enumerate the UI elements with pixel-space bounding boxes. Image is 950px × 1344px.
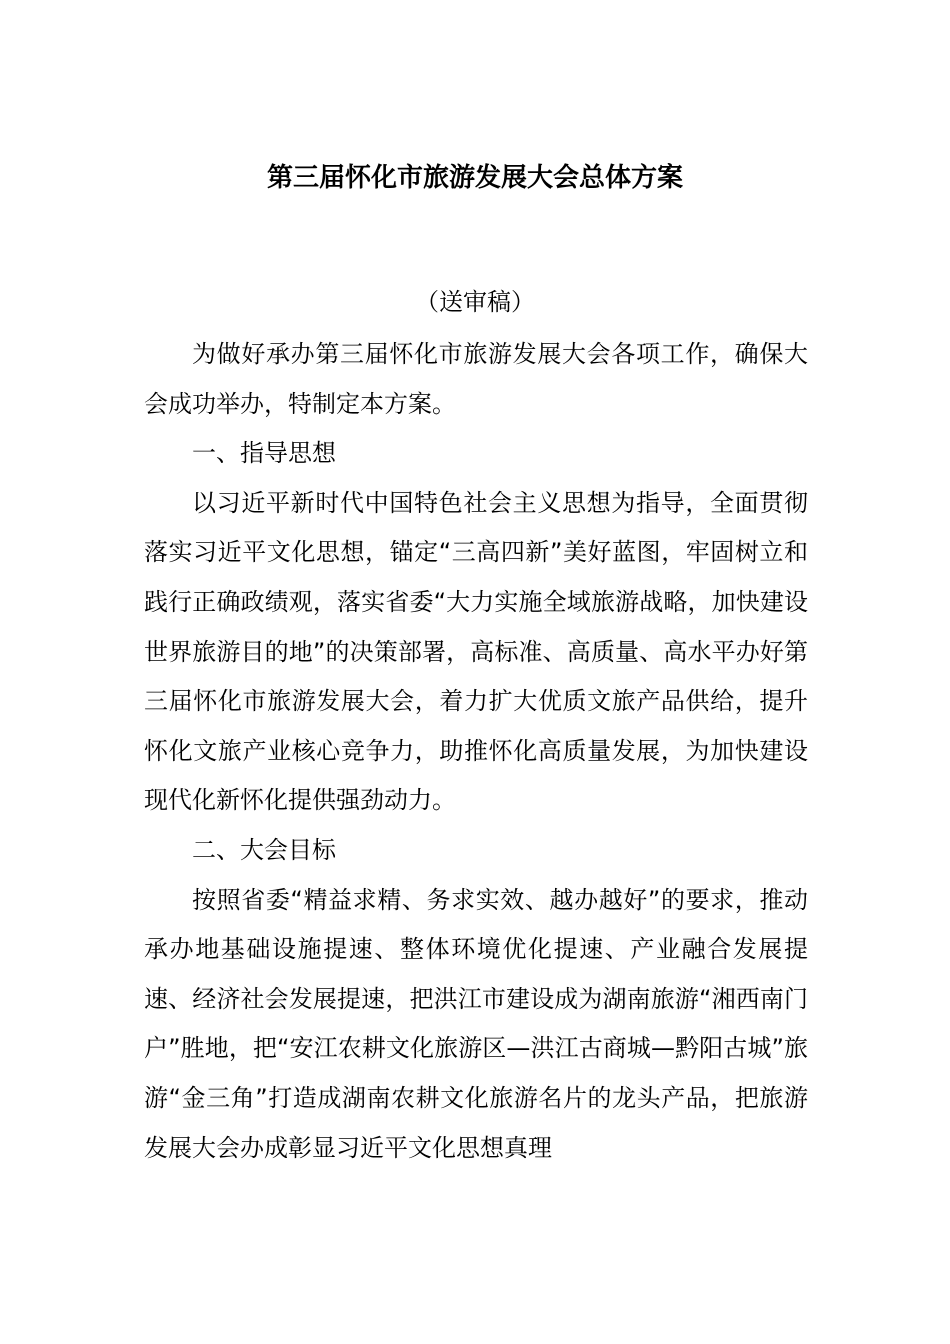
paragraph-guiding-ideology: 以习近平新时代中国特色社会主义思想为指导，全面贯彻落实习近平文化思想，锚定“三高四新”美好蓝图，牢固树立和践行正确政绩观，落实省委“大力实施全域旅游战略，加快建设世界旅游目的地”的决策部署，高标准、高质量、高水平办好第三届怀化市旅游发展大会，着力扩大优质文旅产品供给，提升怀化文旅产业核心竞争力，助推怀化高质量发展，为加快建设现代化新怀化提供强劲动力。: [144, 488, 808, 815]
document-title: 第三届怀化市旅游发展大会总体方案: [266, 163, 683, 193]
document-subtitle: （送审稿）: [415, 288, 535, 316]
paragraph-intro: 为做好承办第三届怀化市旅游发展大会各项工作，确保大会成功举办，特制定本方案。: [144, 340, 808, 418]
section-heading-2: 二、大会目标: [192, 835, 336, 864]
section-heading-1: 一、指导思想: [192, 439, 336, 468]
paragraph-conference-goals: 按照省委“精益求精、务求实效、越办越好”的要求，推动承办地基础设施提速、整体环境优化提速、产业融合发展提速、经济社会发展提速，把洪江市建设成为湖南旅游“湘西南门户”胜地，把“安江农耕文化旅游区—洪江古商城—黔阳古城”旅游“金三角”打造成湖南农耕文化旅游名片的龙头产品，把旅游发展大会办成彰显习近平文化思想真理: [144, 885, 808, 1162]
document-body: [144, 330, 808, 1173]
